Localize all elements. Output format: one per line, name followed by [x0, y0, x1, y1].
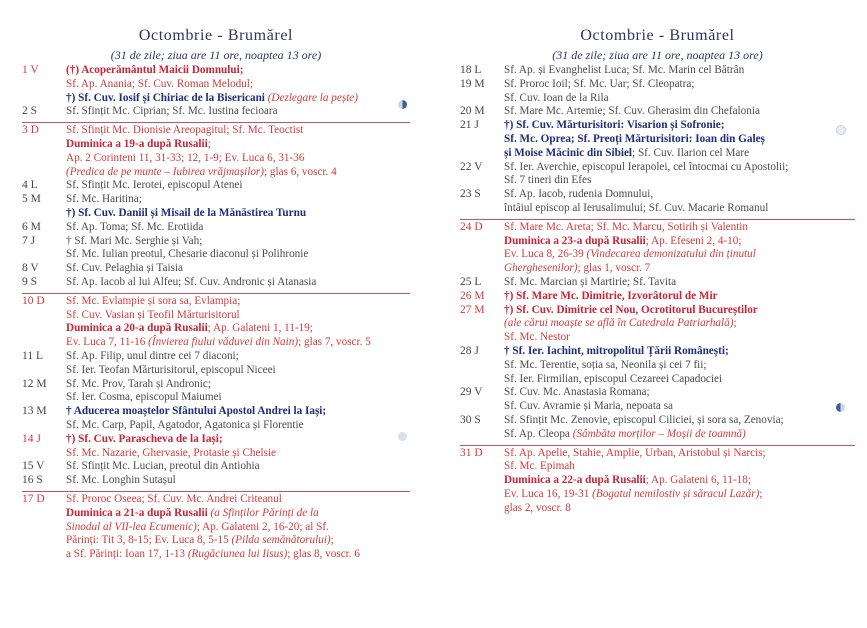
section-separator: [22, 293, 410, 294]
feast-line: [66, 248, 410, 262]
feast-line: [504, 474, 855, 488]
moon-phase-icon: [836, 403, 845, 412]
feast-text: Sf. Sfințit Mc. Dionisie Areopagitul; Sf. Mc. Teoctist: [66, 124, 304, 137]
day-entry: [22, 64, 410, 105]
feast-text: Duminica a 19-a după Rusalii: [66, 137, 208, 150]
day-date: 25 L: [460, 275, 482, 288]
feast-text: întâiul episcop al Ierusalimului; Sf. Cuv. Macarie Romanul: [504, 201, 769, 214]
feast-text: Sf. Ier. Firmilian, episcopul Cezareei Capadociei: [504, 372, 723, 385]
feast-text: (Sâmbăta morților – Moșii de toamnă): [572, 427, 746, 440]
feast-text: ;: [207, 137, 211, 150]
feast-text: Duminica a 22-a după Rusalii: [504, 474, 646, 487]
feast-text: și Moise Măcinic din Sibiel: [504, 146, 633, 159]
feast-text: Sf. Proroc Ioil; Sf. Mc. Uar; Sf. Cleopatra;: [504, 77, 695, 90]
feast-text: ; glas 8, voscr. 6: [287, 548, 360, 561]
feast-text: Sf. Ap. Toma; Sf. Mc. Erotiida: [66, 220, 204, 233]
feast-line: [504, 400, 855, 414]
feast-line: [504, 345, 855, 359]
feast-text: Sf. Cuv. Vasian și Teofil Mărturisitorul: [66, 308, 240, 321]
feast-line: [66, 152, 410, 166]
feast-text: Sf. Ap. Anania; Sf. Cuv. Roman Melodul;: [66, 77, 253, 90]
day-entry: [22, 124, 410, 179]
feast-text: † Aducerea moaștelor Sfântului Apostol Andrei la Iași;: [66, 405, 327, 418]
moon-phase-icon: [836, 125, 846, 135]
day-date: 10 D: [22, 294, 45, 307]
feast-line: [504, 414, 855, 428]
day-feasts: [66, 193, 410, 221]
feast-text: Gherghesenilor): [504, 262, 578, 275]
feast-text: ;: [330, 534, 334, 547]
feast-text: Sf. Cuv. Pelaghia și Taisia: [66, 262, 183, 275]
feast-line: [504, 64, 855, 78]
feast-line: [66, 521, 410, 535]
feast-line: [66, 221, 410, 235]
feast-line: [66, 78, 410, 92]
feast-line: [504, 188, 855, 202]
day-feasts: [66, 295, 410, 350]
feast-text: ; Ap. Galateni 6, 11-18;: [645, 474, 751, 487]
day-date: 14 J: [22, 432, 41, 445]
feast-text: (ale cărui moaște se află în Catedrala Patriarhală): [504, 317, 734, 330]
day-feasts: [504, 221, 855, 276]
feast-text: Sf. Sfințit Mc. Lucian, preotul din Antiohia: [66, 460, 260, 473]
day-entry: [22, 295, 410, 350]
day-date: 13 M: [22, 405, 47, 418]
feast-line: [504, 428, 855, 442]
feast-text: Părinți: Tit 3, 8-15; Ev. Luca 8, 5-15: [66, 534, 232, 547]
feast-text: †) Sf. Cuv. Daniil și Misail de la Mănăstirea Turnu: [66, 206, 307, 219]
feast-text: Sf. Mc. Carp, Papil, Agatodor, Agatonica și Florentie: [66, 418, 304, 431]
feast-text: (Vindecarea demonizatului din ținutul: [586, 248, 756, 261]
day-entry: [460, 105, 855, 119]
day-date: 23 S: [460, 188, 481, 201]
day-feasts: [504, 290, 855, 304]
feast-text: †) Sf. Cuv. Mărturisitori: Visarion și Sofronie;: [504, 119, 725, 132]
feast-text: Sf. Ap. și Evanghelist Luca; Sf. Mc. Marin cel Bătrân: [504, 64, 745, 76]
day-feasts: [66, 105, 410, 119]
day-date: 9 S: [22, 275, 38, 288]
day-entry: [22, 493, 410, 562]
feast-line: [66, 534, 410, 548]
day-feasts: [66, 221, 410, 235]
feast-text: Sf. Mc. Evlampie și sora sa, Evlampia;: [66, 294, 241, 307]
day-feasts: [66, 235, 410, 263]
day-entry: [460, 345, 855, 386]
feast-text: Ev. Luca 16, 19-31: [504, 487, 593, 500]
feast-text: (Predica de pe munte – Iubirea vrăjmașilor): [66, 165, 265, 178]
day-entry: [22, 460, 410, 474]
feast-line: [66, 447, 410, 461]
day-entry: [460, 64, 855, 78]
day-entry: [460, 188, 855, 216]
day-date: 17 D: [22, 492, 45, 505]
feast-line: [504, 119, 855, 133]
feast-line: [66, 105, 410, 119]
day-date: 27 M: [460, 303, 485, 316]
day-feasts: [504, 105, 855, 119]
feast-line: [66, 548, 410, 562]
feast-text: Sf. Cuv. Avramie și Maria, nepoata sa: [504, 400, 674, 413]
feast-line: [66, 138, 410, 152]
feast-line: [66, 207, 410, 221]
feast-text: glas 2, voscr. 8: [504, 501, 571, 514]
feast-text: Sf. Mc. Marcian și Martirie; Sf. Tavita: [504, 275, 677, 288]
feast-text: Sf. Ap. Apelie, Stahie, Amplie, Urban, Aristobul și Narcis;: [504, 446, 766, 459]
feast-line: [66, 336, 410, 350]
feast-line: [66, 433, 410, 447]
moon-phase-icon: [398, 100, 407, 109]
day-feasts: [66, 124, 410, 179]
feast-text: Sf. Sfințit Mc. Ciprian; Sf. Mc. Iustina fecioara: [66, 105, 278, 118]
day-feasts: [504, 64, 855, 78]
feast-line: [504, 78, 855, 92]
day-feasts: [66, 474, 410, 488]
feast-text: (a Sfinților Părinți de la: [210, 506, 319, 519]
day-feasts: [504, 386, 855, 414]
feast-text: †) Sf. Cuv. Dimitrie cel Nou, Ocrotitorul Bucureștilor: [504, 303, 758, 316]
feast-text: (Rugăciunea lui Iisus): [187, 548, 288, 561]
feast-line: [66, 166, 410, 180]
feast-line: [504, 147, 855, 161]
feast-line: [504, 502, 855, 516]
feast-text: ; glas 6, voscr. 4: [264, 165, 337, 178]
feast-text: Ev. Luca 7, 11-16: [66, 336, 149, 349]
feast-text: Sf. Ap. Filip, unul dintre cei 7 diaconi;: [66, 349, 239, 362]
day-date: 7 J: [22, 234, 36, 247]
feast-line: [504, 248, 855, 262]
day-feasts: [504, 414, 855, 442]
feast-line: [504, 92, 855, 106]
day-entry: [460, 414, 855, 442]
right-page: [460, 0, 855, 516]
feast-line: [504, 460, 855, 474]
feast-text: a Sf. Părinți: Ioan 17, 1-13: [66, 548, 188, 561]
day-feasts: [504, 119, 855, 160]
feast-line: [504, 447, 855, 461]
feast-line: [504, 304, 855, 318]
feast-text: Sf. Proroc Oseea; Sf. Cuv. Mc. Andrei Criteanul: [66, 492, 282, 505]
day-feasts: [504, 161, 855, 189]
feast-line: [66, 460, 410, 474]
day-entry: [22, 276, 410, 290]
feast-text: Sf. Ap. Cleopa: [504, 427, 573, 440]
day-entry: [22, 474, 410, 488]
feast-line: [66, 474, 410, 488]
day-feasts: [66, 378, 410, 406]
day-date: 4 L: [22, 179, 38, 192]
day-date: 8 V: [22, 262, 39, 275]
feast-line: [504, 331, 855, 345]
feast-text: Sf. Ier. Teofan Mărturisitorul, episcopul Niceei: [66, 363, 276, 376]
feast-line: [66, 322, 410, 336]
day-date: 24 D: [460, 220, 483, 233]
feast-text: (Bogatul nemilostiv și săracul Lazăr): [592, 487, 760, 500]
left-page: [22, 0, 410, 562]
day-feasts: [66, 460, 410, 474]
feast-text: (Învierea fiului văduvei din Nain): [148, 336, 299, 349]
right-day-list: [460, 64, 855, 516]
feast-text: Sf. Mare Mc. Artemie; Sf. Cuv. Gherasim din Chefalonia: [504, 105, 760, 118]
feast-text: ; Ap. Efeseni 2, 4-10;: [645, 234, 742, 247]
feast-text: Sf. Mc. Iulian preotul, Chesarie diaconul și Polihronie: [66, 248, 309, 261]
feast-line: [66, 309, 410, 323]
feast-text: (Dezlegare la pește): [267, 91, 359, 104]
feast-line: [504, 290, 855, 304]
day-feasts: [66, 276, 410, 290]
day-entry: [460, 447, 855, 516]
day-date: 6 M: [22, 220, 41, 233]
feast-text: ;: [733, 317, 737, 330]
feast-line: [504, 105, 855, 119]
day-date: 12 M: [22, 377, 47, 390]
day-feasts: [66, 262, 410, 276]
feast-line: [66, 350, 410, 364]
day-entry: [22, 350, 410, 378]
day-date: 11 L: [22, 349, 43, 362]
feast-text: ; Sf. Cuv. Ilarion cel Mare: [632, 146, 750, 159]
day-feasts: [504, 188, 855, 216]
feast-text: Sinodul al VII-lea Ecumenic): [66, 520, 197, 533]
day-feasts: [66, 433, 410, 461]
feast-text: ; glas 7, voscr. 5: [298, 336, 371, 349]
day-entry: [22, 221, 410, 235]
feast-line: [66, 262, 410, 276]
left-header: [22, 26, 410, 64]
month-title: Octombrie - Brumărel: [138, 27, 294, 44]
feast-line: [66, 276, 410, 290]
day-entry: [22, 179, 410, 193]
left-day-list: [22, 64, 410, 562]
feast-text: Sf. Ap. Iacob al lui Alfeu; Sf. Cuv. Andronic și Atanasia: [66, 275, 317, 288]
day-date: 16 S: [22, 474, 43, 487]
feast-text: Duminica a 23-a după Rusalii: [504, 234, 646, 247]
day-feasts: [504, 345, 855, 386]
month-subtitle: (31 de zile; ziua are 11 ore, noaptea 13 ore): [552, 48, 763, 62]
day-feasts: [504, 78, 855, 106]
moon-phase-icon: [398, 432, 407, 441]
feast-line: [66, 405, 410, 419]
month-title: Octombrie - Brumărel: [580, 27, 735, 44]
feast-line: [66, 493, 410, 507]
day-feasts: [504, 304, 855, 345]
feast-text: Ap. 2 Corinteni 11, 31-33; 12, 1-9; Ev. Luca 6, 31-36: [66, 151, 305, 164]
feast-text: † Sf. Ier. Iachint, mitropolitul Țării Românești;: [504, 344, 729, 357]
feast-text: Sf. Mc. Longhin Sutașul: [66, 474, 176, 487]
feast-text: Ev. Luca 8, 26-39: [504, 248, 587, 261]
day-date: 21 J: [460, 119, 479, 132]
feast-line: [504, 317, 855, 331]
day-entry: [460, 276, 855, 290]
feast-text: Duminica a 21-a după Rusalii: [66, 506, 211, 519]
feast-line: [504, 133, 855, 147]
feast-text: Sf. Mc. Terentie, soția sa, Neonila și cei 7 fii;: [504, 358, 707, 371]
right-header: [460, 26, 855, 64]
feast-line: [66, 179, 410, 193]
feast-line: [504, 276, 855, 290]
feast-text: ; glas 1, voscr. 7: [577, 262, 651, 275]
feast-line: [66, 92, 410, 106]
day-date: 3 D: [22, 124, 39, 137]
feast-text: (Pilda semănătorului): [231, 534, 331, 547]
feast-line: [66, 124, 410, 138]
section-separator: [460, 219, 855, 220]
feast-text: Sf. Sfințit Mc. Zenovie, episcopul Ciliciei, și sora sa, Zenovia;: [504, 413, 784, 426]
day-entry: [22, 378, 410, 406]
feast-line: [504, 202, 855, 216]
day-feasts: [504, 447, 855, 516]
feast-text: (†) Acoperământul Maicii Domnului;: [66, 64, 244, 76]
day-feasts: [66, 350, 410, 378]
day-date: 22 V: [460, 160, 483, 173]
section-separator: [22, 122, 410, 123]
month-subtitle: (31 de zile; ziua are 11 ore, noaptea 13 ore): [110, 48, 322, 62]
feast-line: [504, 174, 855, 188]
feast-text: ;: [759, 487, 763, 500]
day-entry: [22, 105, 410, 119]
day-date: 26 M: [460, 289, 485, 302]
day-date: 31 D: [460, 446, 483, 459]
feast-line: [66, 364, 410, 378]
day-date: 5 M: [22, 193, 41, 206]
feast-text: Sf. Mc. Prov, Tarah și Andronic;: [66, 377, 211, 390]
feast-line: [504, 386, 855, 400]
feast-text: Sf. Mc. Haritina;: [66, 193, 142, 206]
feast-text: Sf. Sfințit Mc. Ierotei, episcopul Atenei: [66, 179, 243, 192]
day-date: 1 V: [22, 64, 39, 76]
feast-text: Sf. 7 tineri din Efes: [504, 174, 592, 187]
day-date: 2 S: [22, 105, 38, 118]
day-date: 20 M: [460, 105, 485, 118]
feast-line: [66, 64, 410, 78]
feast-line: [504, 221, 855, 235]
day-entry: [460, 304, 855, 345]
feast-text: Sf. Mc. Epimah: [504, 460, 575, 473]
feast-text: ; Ap. Galateni 1, 11-19;: [207, 322, 313, 335]
section-separator: [460, 445, 855, 446]
feast-line: [504, 262, 855, 276]
day-entry: [460, 161, 855, 189]
day-entry: [22, 193, 410, 221]
day-entry: [460, 78, 855, 106]
feast-line: [504, 359, 855, 373]
day-date: 19 M: [460, 77, 485, 90]
feast-text: Duminica a 20-a după Rusalii: [66, 322, 208, 335]
feast-text: Sf. Cuv. Ioan de la Rila: [504, 91, 609, 104]
feast-line: [66, 378, 410, 392]
feast-line: [504, 488, 855, 502]
feast-line: [66, 295, 410, 309]
day-entry: [460, 221, 855, 276]
day-entry: [460, 386, 855, 414]
feast-text: Sf. Ier. Averchie, episcopul Ierapolei, cel întocmai cu Apostolii;: [504, 160, 789, 173]
feast-text: Sf. Mc. Nestor: [504, 331, 570, 344]
feast-text: ; Ap. Galateni 2, 16-20; al Sf.: [196, 520, 329, 533]
feast-text: Sf. Mc. Oprea; Sf. Preoți Mărturisitori: Ioan din Galeș: [504, 132, 765, 145]
day-entry: [22, 235, 410, 263]
day-date: 29 V: [460, 386, 483, 399]
section-separator: [22, 491, 410, 492]
day-date: 18 L: [460, 64, 482, 76]
feast-text: †) Sf. Mare Mc. Dimitrie, Izvorâtorul de Mir: [504, 289, 718, 302]
feast-text: †) Sf. Cuv. Iosif și Chiriac de la Bisericani: [66, 91, 268, 104]
feast-line: [66, 419, 410, 433]
feast-line: [66, 507, 410, 521]
day-feasts: [504, 276, 855, 290]
feast-text: †) Sf. Cuv. Parascheva de la Iași;: [66, 432, 223, 445]
feast-text: Sf. Mc. Nazarie, Ghervasie, Protasie și Chelsie: [66, 446, 277, 459]
feast-line: [504, 161, 855, 175]
feast-text: Sf. Mare Mc. Areta; Sf. Mc. Marcu, Sotirih și Valentin: [504, 220, 749, 233]
feast-text: † Sf. Mari Mc. Serghie și Vah;: [66, 234, 203, 247]
day-entry: [22, 405, 410, 433]
feast-line: [504, 235, 855, 249]
day-date: 30 S: [460, 413, 481, 426]
day-date: 28 J: [460, 344, 479, 357]
feast-line: [66, 391, 410, 405]
day-feasts: [66, 64, 410, 105]
feast-text: Sf. Ier. Cosma, episcopul Maiumei: [66, 391, 222, 404]
day-date: 15 V: [22, 460, 45, 473]
day-feasts: [66, 179, 410, 193]
feast-line: [66, 235, 410, 249]
day-entry: [460, 290, 855, 304]
feast-text: Sf. Cuv. Mc. Anastasia Romana;: [504, 386, 650, 399]
day-entry: [460, 119, 855, 160]
feast-text: Sf. Ap. Iacob, rudenia Domnului,: [504, 188, 654, 201]
day-entry: [22, 262, 410, 276]
day-feasts: [66, 405, 410, 433]
feast-line: [66, 193, 410, 207]
feast-line: [504, 373, 855, 387]
day-entry: [22, 433, 410, 461]
day-feasts: [66, 493, 410, 562]
